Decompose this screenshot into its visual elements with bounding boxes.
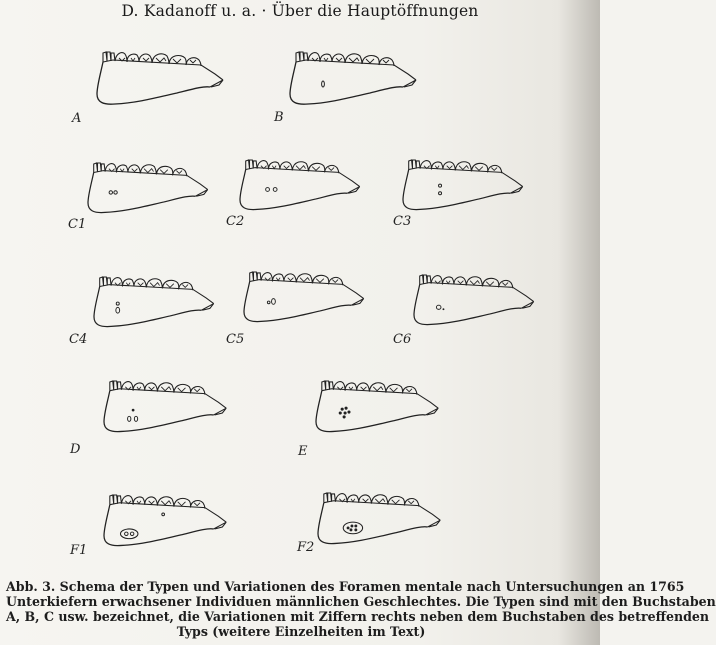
mandible-C2 — [240, 160, 360, 210]
caption-line-2: Unterkiefern erwachsener Individuen männlichen Geschlechtes. Die Typen sind mit den Buchstaben — [6, 594, 716, 609]
mandible-E — [316, 381, 438, 432]
figure-label-C2: C2 — [226, 214, 245, 229]
mandible-C1 — [88, 163, 208, 213]
mandible-A — [97, 52, 223, 104]
figure-label-B: B — [274, 110, 284, 125]
caption-line-3: A, B, C usw. bezeichnet, die Variationen mit Ziffern rechts neben dem Buchstaben des betreffenden — [6, 609, 710, 624]
caption-line-1: Abb. 3. Schema der Typen und Variationen des Foramen mentale nach Untersuchungen an 1765 — [6, 579, 685, 594]
mandible-C6 — [414, 275, 534, 325]
mandible-F2 — [318, 493, 440, 544]
mandible-C5 — [244, 272, 364, 322]
figure-label-C5: C5 — [226, 332, 245, 347]
figure-label-C3: C3 — [393, 214, 412, 229]
figure-label-C6: C6 — [393, 332, 412, 347]
figure-label-C1: C1 — [68, 217, 87, 232]
mandible-F1 — [104, 495, 226, 546]
figure-label-D: D — [70, 442, 81, 457]
figure-caption — [6, 579, 716, 639]
mandible-D — [104, 381, 226, 432]
figure-label-F2: F2 — [297, 540, 315, 555]
caption-line-4: Typs (weitere Einzelheiten im Text) — [176, 624, 426, 639]
figure-label-F1: F1 — [70, 543, 88, 558]
figure-label-C4: C4 — [69, 332, 88, 347]
page-header: D. Kadanoff u. a. · Über die Hauptöffnungen — [121, 2, 479, 20]
figure-label-E: E — [298, 444, 308, 459]
mandible-B — [290, 52, 416, 104]
mandible-C4 — [94, 277, 214, 327]
figure-label-A: A — [72, 111, 82, 126]
mandible-C3 — [403, 160, 523, 210]
